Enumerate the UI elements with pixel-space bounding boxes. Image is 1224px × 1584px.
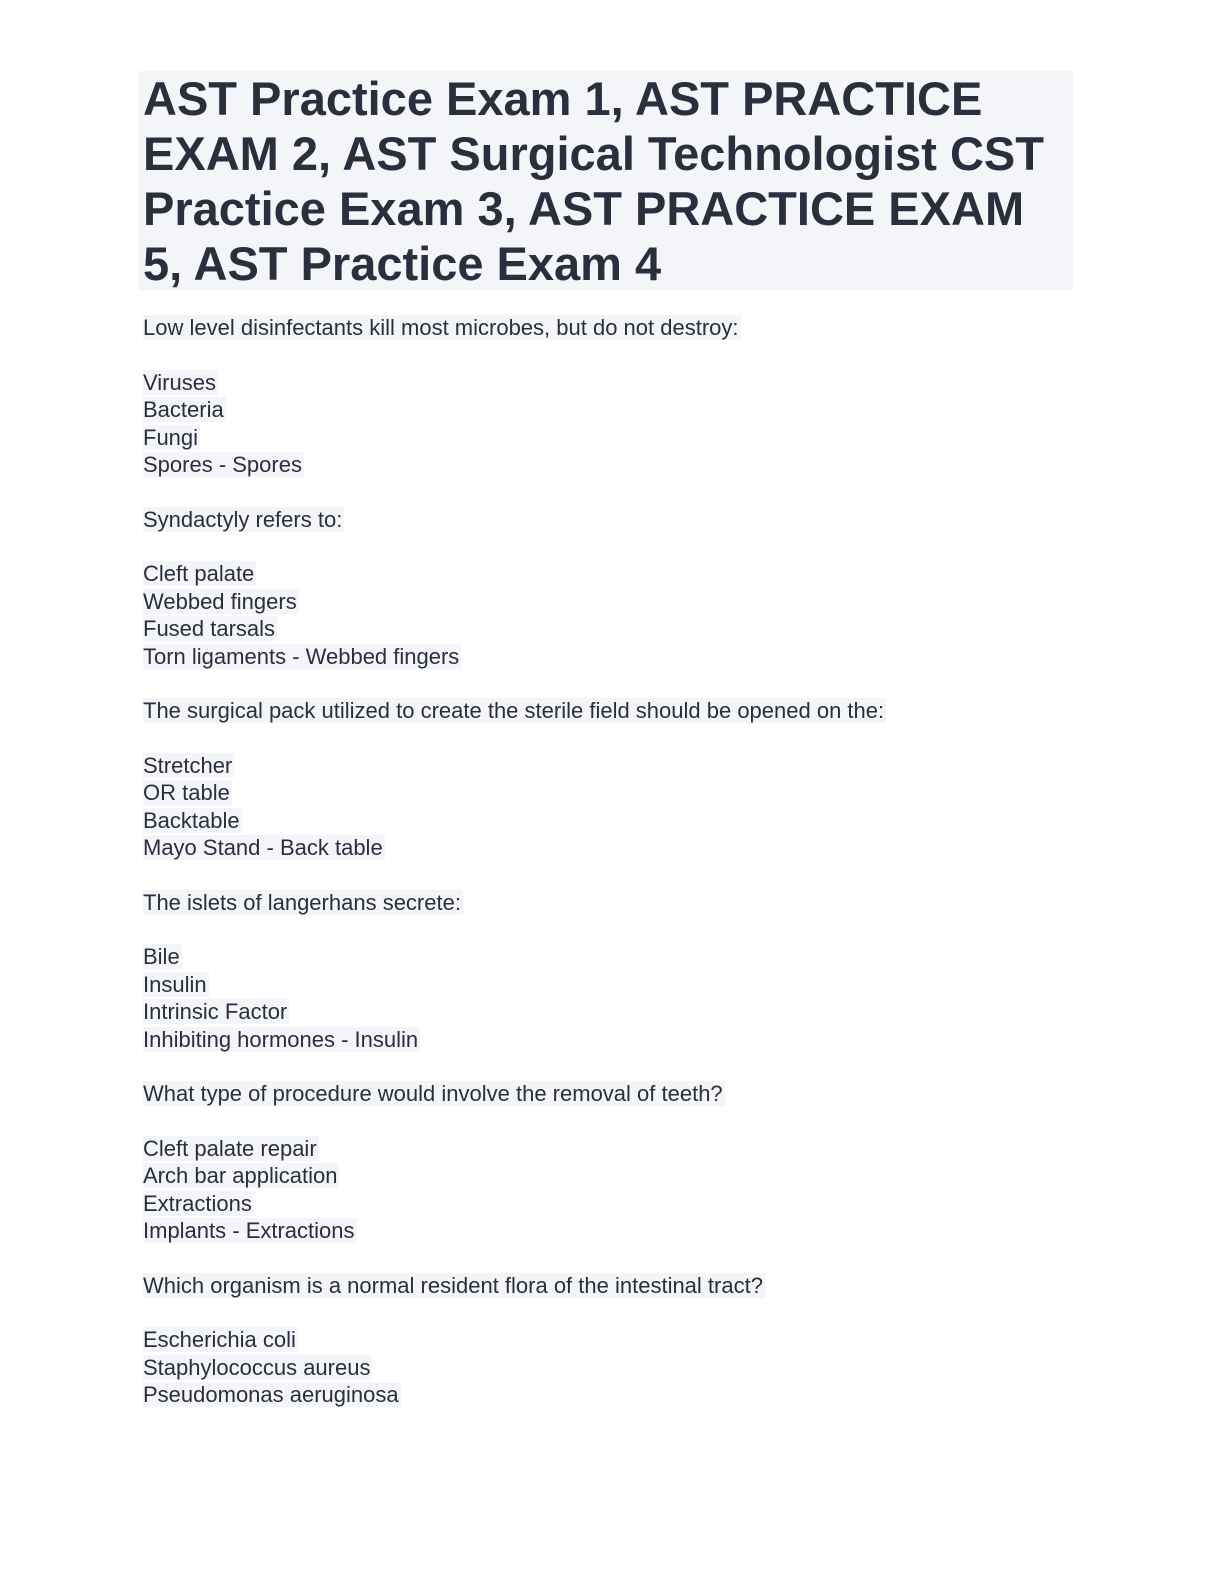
answer-option: Extractions — [143, 1190, 252, 1216]
answer-option: Cleft palate — [143, 561, 255, 586]
answer-option-with-key: Spores - Spores — [143, 452, 302, 477]
answer-option-with-key: Implants - Extractions — [143, 1218, 355, 1243]
answer-option: Fused tarsals — [143, 616, 276, 641]
answer-option: Insulin — [143, 971, 207, 997]
answer-option: Bacteria — [143, 397, 224, 422]
question-block — [143, 697, 1083, 862]
question-block — [143, 506, 1083, 671]
answer-option: Arch bar application — [143, 1163, 338, 1188]
question-text: The islets of langerhans secrete: — [143, 889, 461, 915]
answer-option: Fungi — [143, 424, 199, 450]
answer-option: Backtable — [143, 807, 240, 833]
answer-option: Stretcher — [143, 752, 233, 778]
answer-option: OR table — [143, 780, 230, 805]
question-block — [143, 314, 1083, 479]
answer-option-with-key: Mayo Stand - Back table — [143, 835, 383, 860]
answer-option: Cleft palate repair — [143, 1135, 317, 1161]
answer-option: Webbed fingers — [143, 588, 297, 614]
title-block — [139, 71, 1073, 290]
question-block — [143, 1272, 1083, 1409]
question-text: What type of procedure would involve the removal of teeth? — [143, 1081, 723, 1106]
questions-list — [143, 314, 1083, 1436]
answer-option: Intrinsic Factor — [143, 999, 288, 1024]
document-title: AST Practice Exam 1, AST PRACTICE EXAM 2, AST Surgical Technologist CST Practice Exam 3, AST PRACTICE EXAM 5, AST Practice Exam 4 — [143, 72, 1044, 290]
answer-option: Viruses — [143, 369, 216, 395]
question-text: The surgical pack utilized to create the sterile field should be opened on the: — [143, 698, 885, 723]
answer-option: Staphylococcus aureus — [143, 1354, 371, 1380]
answer-option: Bile — [143, 944, 180, 969]
answer-option-with-key: Torn ligaments - Webbed fingers — [143, 643, 460, 669]
answer-option: Pseudomonas aeruginosa — [143, 1382, 399, 1407]
question-text: Which organism is a normal resident flora of the intestinal tract? — [143, 1272, 763, 1298]
question-text: Syndactyly refers to: — [143, 506, 343, 532]
question-block — [143, 889, 1083, 1054]
question-text: Low level disinfectants kill most microbes, but do not destroy: — [143, 315, 739, 340]
question-block — [143, 1080, 1083, 1245]
answer-option: Escherichia coli — [143, 1327, 296, 1352]
answer-option-with-key: Inhibiting hormones - Insulin — [143, 1026, 419, 1052]
